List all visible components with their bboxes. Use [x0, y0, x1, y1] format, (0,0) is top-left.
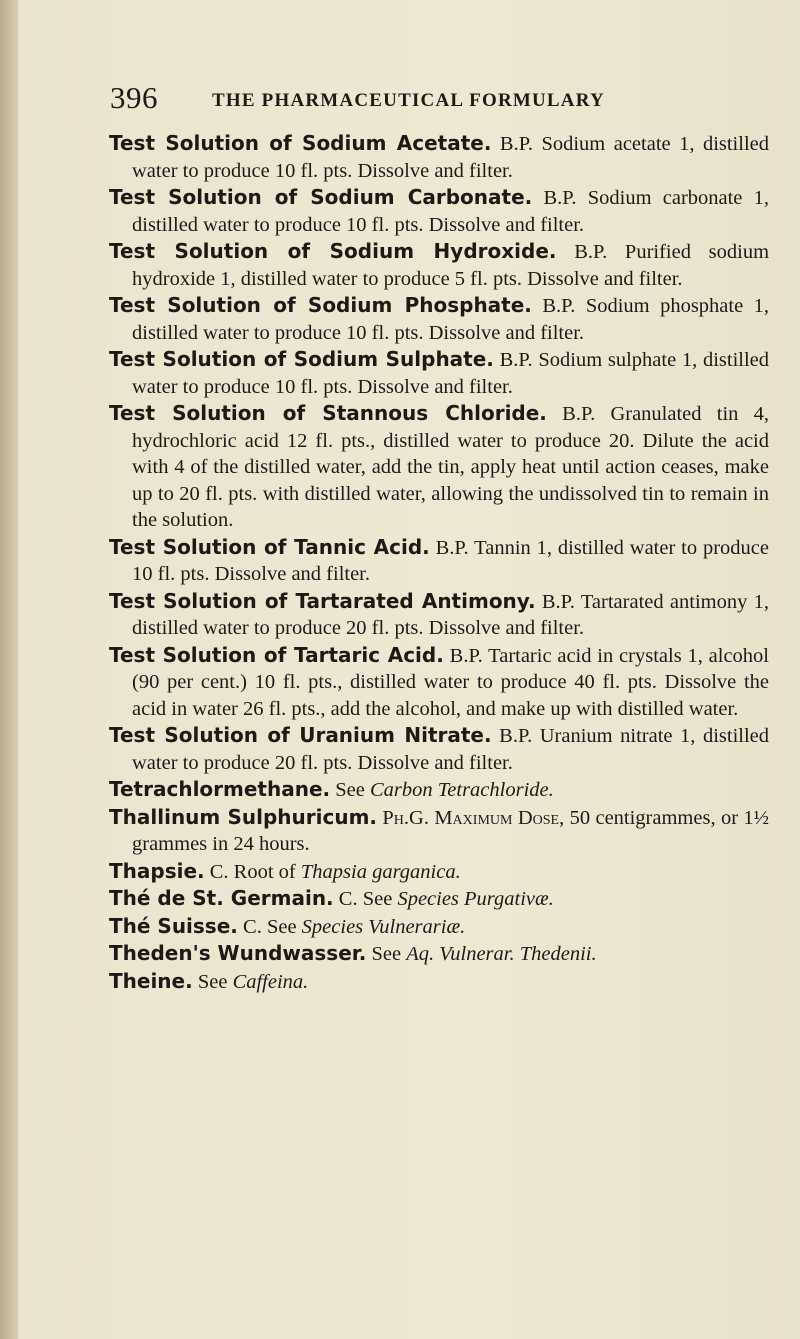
formulary-entries [109, 130, 769, 995]
entry-text: B.P. Uranium nitrate 1, distilled water to produce 20 fl. pts. Dissolve and filter. [132, 725, 770, 774]
entry-thapsie [109, 858, 769, 886]
entry-thallinum-sulphuricum [109, 804, 769, 858]
entry-the-de-st-germain [109, 885, 769, 913]
entry-thedens-wundwasser [109, 940, 769, 968]
entry-term: Thé de St. Germain. [109, 886, 334, 910]
entry-sodium-phosphate [109, 292, 769, 346]
entry-sodium-acetate [109, 130, 769, 184]
entry-term: Theine. [109, 968, 193, 993]
entry-text: See [335, 779, 365, 801]
entry-sodium-hydroxide [109, 238, 769, 292]
entry-reference: Aq. Vulnerar. Thedenii. [406, 943, 597, 965]
entry-term: Thallinum Sulphuricum. [109, 804, 378, 829]
entry-term: Test Solution of Tartaric Acid. [109, 642, 444, 667]
entry-term: Test Solution of Sodium Hydroxide. [109, 239, 557, 263]
entry-term: Theden's Wundwasser. [109, 941, 367, 965]
entry-uranium-nitrate [109, 722, 769, 776]
entry-the-suisse [109, 913, 769, 941]
entry-term: Thé Suisse. [109, 913, 238, 938]
entry-text: B.P. Tartaric acid in crystals 1, alcohol (90 per cent.) 10 fl. pts., distilled water to produce 40 fl. pts. Dissolve the acid in water 26 fl. pts., add the alcohol, and make up with distilled water. [132, 644, 770, 720]
entry-reference: Carbon Tetrachloride. [369, 779, 554, 801]
entry-tartarated-antimony [109, 588, 769, 642]
entry-term: Tetrachlormethane. [109, 777, 331, 801]
entry-term: Test Solution of Tartarated Antimony. [109, 588, 536, 613]
entry-dose-label: Dose, [517, 806, 565, 829]
entry-term: Test Solution of Uranium Nitrate. [109, 723, 492, 747]
entry-term: Test Solution of Tannic Acid. [109, 534, 430, 559]
entry-reference: Species Purgativæ. [397, 888, 554, 910]
entry-term: Test Solution of Sodium Sulphate. [109, 347, 494, 371]
entry-text: See [371, 943, 402, 965]
entry-theine [109, 968, 769, 996]
page-header [110, 80, 750, 120]
entry-text: B.P. Sodium acetate 1, distilled water to produce 10 fl. pts. Dissolve and filter. [132, 133, 769, 182]
entry-text: C. See [338, 888, 393, 910]
entry-term: Test Solution of Sodium Phosphate. [109, 293, 532, 317]
entry-stannous-chloride [109, 400, 769, 534]
entry-text: Ph.G. Maximum [382, 806, 513, 829]
running-head: THE PHARMACEUTICAL FORMULARY [212, 90, 605, 111]
entry-text: B.P. Sodium carbonate 1, distilled water to produce 10 fl. pts. Dissolve and filter. [132, 187, 770, 236]
entry-reference: Thapsia garganica. [300, 860, 461, 883]
entry-text: B.P. Purified sodium hydroxide 1, distilled water to produce 5 fl. pts. Dissolve and filter. [132, 241, 770, 290]
entry-text: B.P. Tannin 1, distilled water to produce 10 fl. pts. Dissolve and filter. [132, 536, 769, 585]
entry-term: Test Solution of Sodium Acetate. [109, 131, 492, 155]
entry-text: B.P. Sodium phosphate 1, distilled water to produce 10 fl. pts. Dissolve and filter. [132, 295, 769, 344]
entry-sodium-carbonate [109, 184, 769, 238]
entry-term: Test Solution of Stannous Chloride. [109, 401, 547, 425]
page-number: 396 [110, 80, 158, 115]
entry-term: Test Solution of Sodium Carbonate. [109, 185, 533, 209]
entry-text: B.P. Sodium sulphate 1, distilled water to produce 10 fl. pts. Dissolve and filter. [132, 349, 769, 398]
entry-reference: Species Vulnerariæ. [301, 915, 466, 938]
entry-tartaric-acid [109, 642, 769, 723]
page-gutter [0, 0, 18, 1339]
entry-tannic-acid [109, 534, 769, 588]
entry-sodium-sulphate [109, 346, 769, 400]
entry-reference: Caffeina. [232, 970, 309, 993]
entry-text: C. Root of [209, 860, 296, 883]
entry-text: 50 centigrammes, or 1½ grammes in 24 hours. [132, 806, 770, 855]
entry-text: B.P. Tartarated antimony 1, distilled water to produce 20 fl. pts. Dissolve and filter. [132, 590, 769, 639]
entry-text: See [197, 970, 228, 993]
entry-text: B.P. Granulated tin 4, hydrochloric acid 12 fl. pts., distilled water to produce 20. Dilute the acid with 4 of the distilled water, add the tin, apply heat until action ceases, make up to 20 fl. pts. with distilled water, allowing the undissolved tin to remain in the solution. [132, 403, 769, 531]
entry-tetrachlormethane [109, 776, 769, 804]
entry-term: Thapsie. [109, 858, 205, 883]
entry-text: C. See [243, 915, 297, 938]
